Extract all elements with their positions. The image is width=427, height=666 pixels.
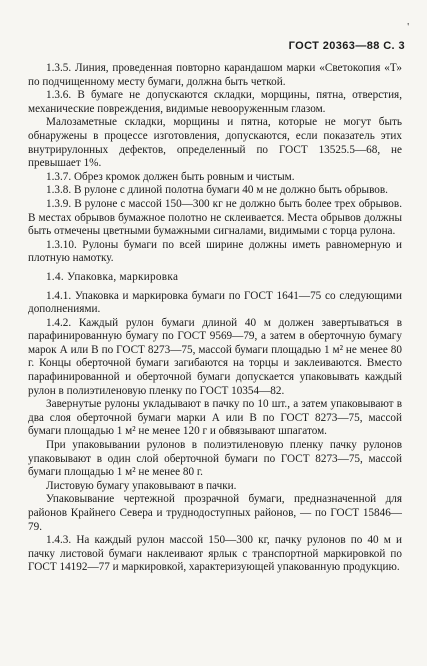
paragraph-1-3-8: 1.3.8. В рулоне с длиной полотна бумаги 40 м не должно быть обрывов. [46, 184, 388, 197]
corner-mark: ' [407, 22, 409, 33]
paragraph-small-defects: Малозаметные складки, морщины и пятна, которые не могут быть обнаружены в процессе изготовления, допускаются, если показатель этих внутрирулонных дефектов, определенный по ГОСТ 13525.5—68, не превышает 1%. [28, 116, 402, 170]
document-body [28, 62, 402, 575]
paragraph-1-3-10: 1.3.10. Рулоны бумаги по всей ширине должны иметь равномерную и плотную намотку. [28, 238, 402, 265]
paragraph-1-4-2: 1.4.2. Каждый рулон бумаги длиной 40 м должен завертываться в парафинированную бумагу по ГОСТ 9569—79, а затем в оберточную бумагу марок А или В по ГОСТ 8273—75, массой бумаги площадью 1 м² не менее 80 г. Концы оберточной бумаги загибаются на торцы и заклеиваются. Вместо парафинированной и оберточной бумаги допускается упаковывать каждый рулон в полиэтиленовую пленку по ГОСТ 10354—82. [28, 316, 402, 397]
paragraph-north-packing: Упаковывание чертежной прозрачной бумаги, предназначенной для районов Крайнего Севера и труднодоступных районов, — по ГОСТ 15846—79. [28, 493, 402, 533]
paragraph-1-4-1: 1.4.1. Упаковка и маркировка бумаги по ГОСТ 1641—75 со следующими дополнениями. [28, 289, 402, 316]
paragraph-sheet-paper: Листовую бумагу упаковывают в пачки. [46, 479, 237, 492]
paragraph-1-4-3: 1.4.3. На каждый рулон массой 150—300 кг, пачку рулонов по 40 м и пачку листовой бумаги наклеивают ярлык с транспортной маркировкой по ГОСТ 14192—77 и маркировкой, характеризующей упакованную продукцию. [28, 534, 402, 574]
paragraph-1-3-6: 1.3.6. В бумаге не допускаются складки, морщины, пятна, отверстия, механические повреждения, видимые невооруженным глазом. [28, 89, 402, 115]
page-header: ГОСТ 20363—88 С. 3 [288, 40, 405, 52]
paragraph-polyethylene: При упаковывании рулонов в полиэтиленовую пленку пачку рулонов упаковывают в один слой оберточной бумаги по ГОСТ 8273—75, массой бумаги площадью 1 м² не менее 80 г. [28, 439, 402, 479]
paragraph-1-3-5: 1.3.5. Линия, проведенная повторно карандашом марки «Светокопия «Т» по подчищенному месту бумаги, должна быть четкой. [28, 62, 402, 88]
paragraph-1-3-9: 1.3.9. В рулоне с массой 150—300 кг не должно быть более трех обрывов. В местах обрывов бумажное полотно не склеивается. Места обрывов должны быть отмечены цветными бумажными сигналами, видимыми с торца рулона. [28, 197, 402, 238]
paragraph-1-3-7: 1.3.7. Обрез кромок должен быть ровным и чистым. [46, 170, 295, 183]
paragraph-wrapped-rolls: Завернутые рулоны укладывают в пачку по 10 шт., а затем упаковывают в два слоя оберточной бумаги марки А или В по ГОСТ 8273—75, массой бумаги площадью 1 м² не менее 120 г и обвязывают шпагатом. [28, 398, 402, 438]
section-title: 1.4. Упаковка, маркировка [46, 270, 179, 283]
